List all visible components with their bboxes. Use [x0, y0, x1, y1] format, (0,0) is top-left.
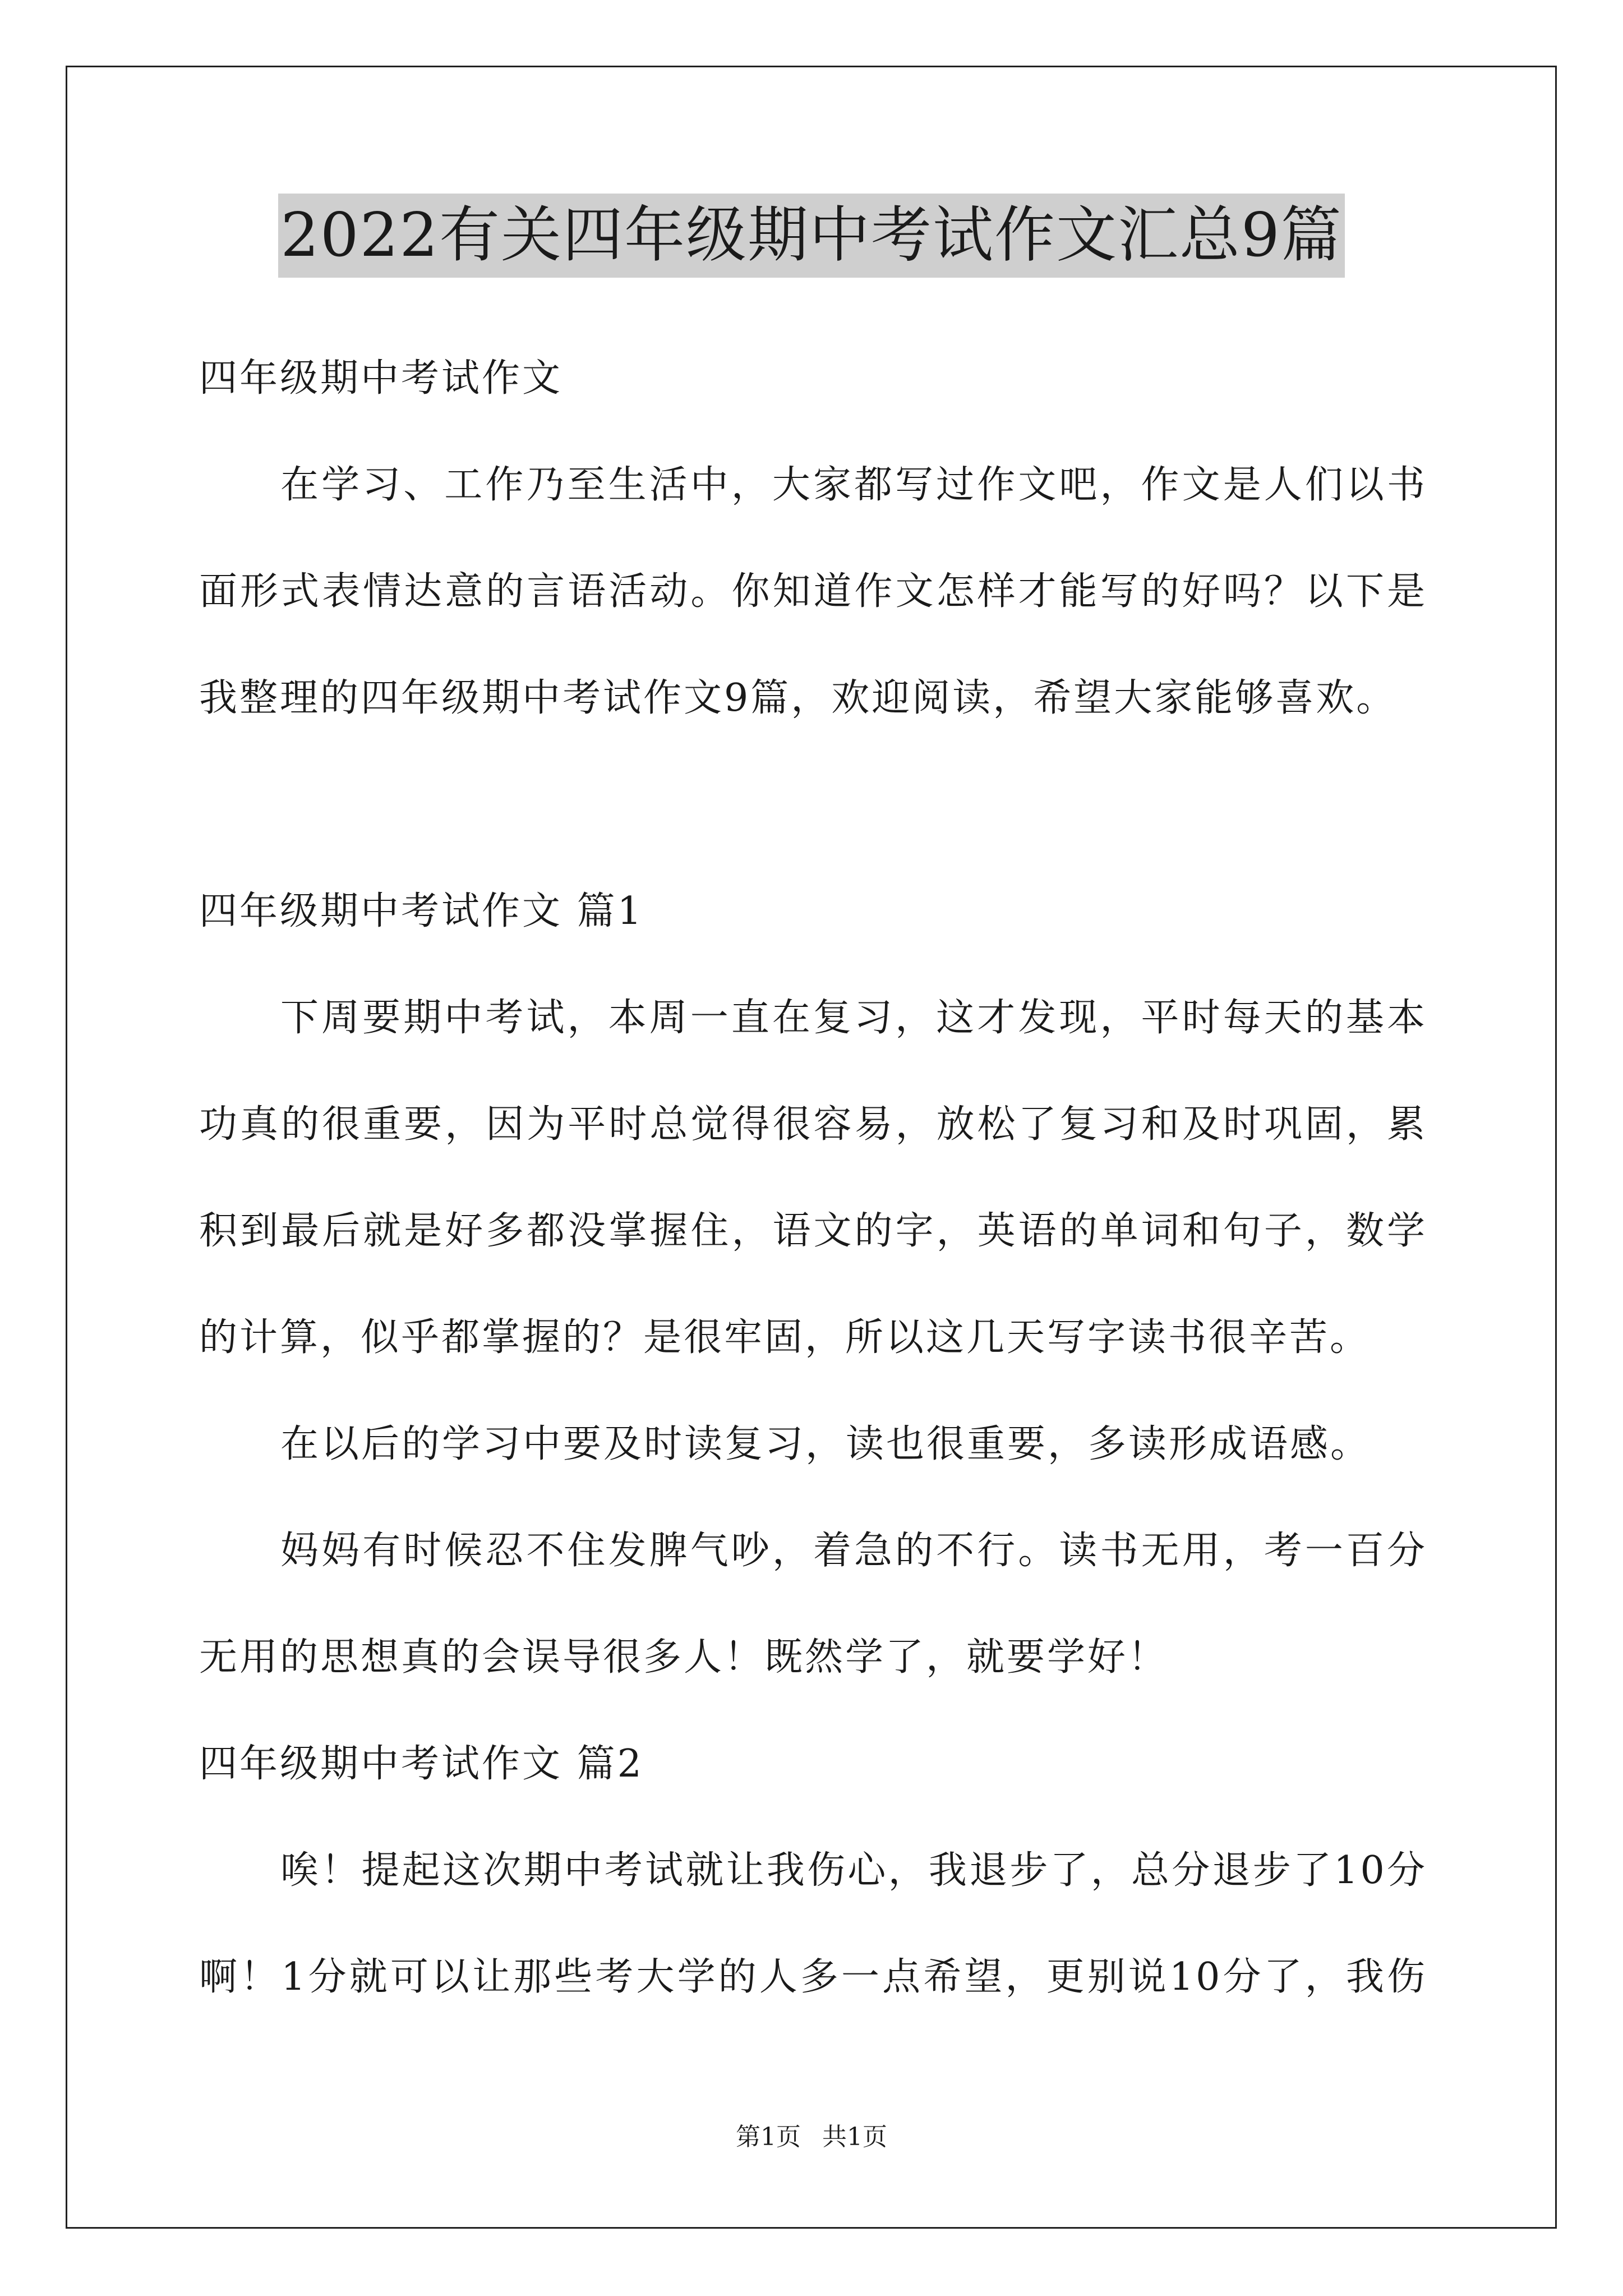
page-total: 共1页 — [822, 2123, 887, 2151]
section-heading-1: 四年级期中考试作文 篇1 — [199, 889, 644, 933]
title-container — [0, 194, 1623, 278]
paragraph-line: 积到最后就是好多都没掌握住，语文的字，英语的单词和句子，数学 — [199, 1209, 1427, 1253]
paragraph-line: 唉！提起这次期中考试就让我伤心，我退步了，总分退步了10分 — [280, 1848, 1427, 1893]
paragraph-line: 在以后的学习中要及时读复习，读也很重要，多读形成语感。 — [280, 1422, 1371, 1466]
paragraph-line: 下周要期中考试，本周一直在复习，这才发现，平时每天的基本 — [280, 996, 1427, 1040]
intro-heading: 四年级期中考试作文 — [199, 356, 563, 401]
paragraph-line: 的计算，似乎都掌握的？是很牢固，所以这几天写字读书很辛苦。 — [199, 1315, 1371, 1360]
paragraph-line: 无用的思想真的会误导很多人！既然学了，就要学好！ — [199, 1635, 1169, 1680]
paragraph-line: 功真的很重要，因为平时总觉得很容易，放松了复习和及时巩固，累 — [199, 1102, 1427, 1147]
page-footer — [0, 2120, 1623, 2154]
document-title: 2022有关四年级期中考试作文汇总9篇 — [278, 194, 1345, 278]
section-heading-2: 四年级期中考试作文 篇2 — [199, 1742, 644, 1786]
intro-line: 我整理的四年级期中考试作文9篇，欢迎阅读，希望大家能够喜欢。 — [199, 676, 1397, 720]
intro-line: 面形式表情达意的言语活动。你知道作文怎样才能写的好吗？以下是 — [199, 569, 1427, 614]
paragraph-line: 啊！1分就可以让那些考大学的人多一点希望，更别说10分了，我伤 — [199, 1955, 1427, 1999]
page-number: 第1页 — [736, 2123, 801, 2151]
paragraph-line: 妈妈有时候忍不住发脾气吵，着急的不行。读书无用，考一百分 — [280, 1529, 1427, 1573]
intro-line: 在学习、工作乃至生活中，大家都写过作文吧，作文是人们以书 — [280, 463, 1427, 507]
